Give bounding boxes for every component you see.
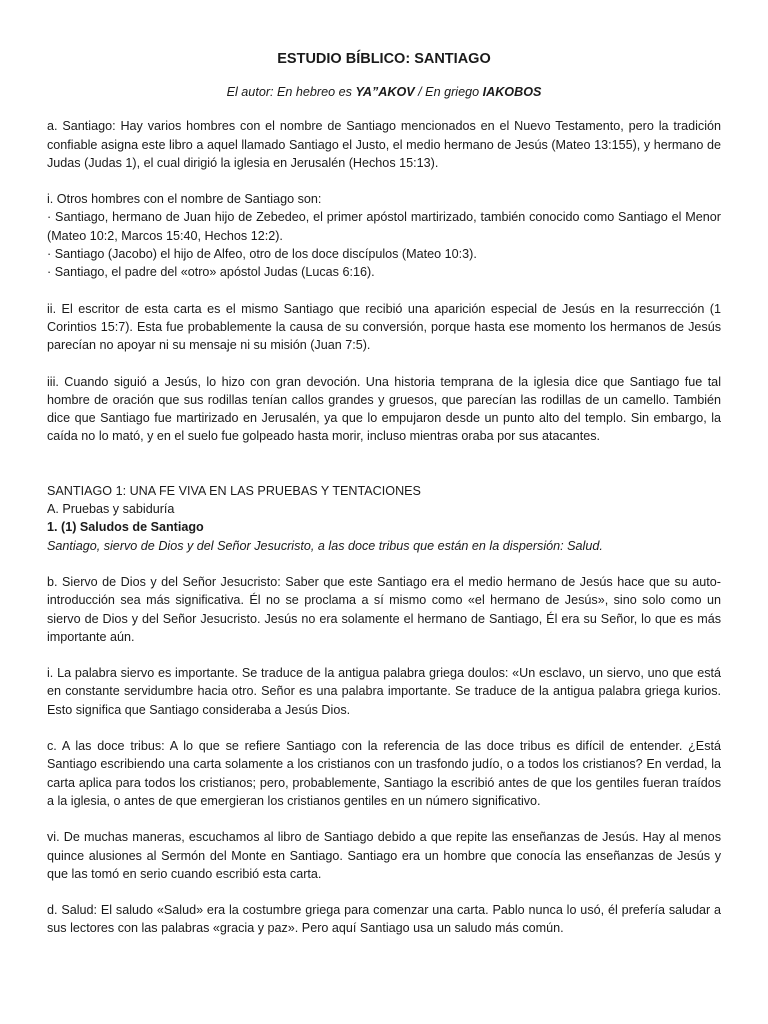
- list-item: · Santiago (Jacobo) el hijo de Alfeo, otro de los doce discípulos (Mateo 10:3).: [47, 247, 477, 262]
- paragraph-iii: iii. Cuando siguió a Jesús, lo hizo con gran devoción. Una historia temprana de la iglesia dice que Santiago fue tal hombre de oración que sus rodillas tenían callos grandes y gruesos, que parecían las rodillas de un camello. También dice que Santiago fue martirizado en Jerusalén, ya que lo empujaron desde un punto alto del templo. Sin embargo, la caída no lo mató, y en el suelo fue golpeado hasta morir, incluso mientras oraba por sus atacantes.: [47, 374, 721, 444]
- other-men-list: [47, 190, 721, 281]
- document-subtitle: [47, 83, 721, 101]
- paragraph-d: d. Salud: El saludo «Salud» era la costumbre griega para comenzar una carta. Pablo nunca lo usó, él prefería saludar a sus lectores con las palabras «gracia y paz». Pero aquí Santiago usa un saludo más común.: [47, 903, 721, 936]
- section-header: [47, 482, 721, 555]
- list-intro: i. Otros hombres con el nombre de Santiago son:: [47, 192, 322, 207]
- paragraph-a: a. Santiago: Hay varios hombres con el nombre de Santiago mencionados en el Nuevo Testamento, pero la tradición confiable asigna este libro a aquel llamado Santiago el Justo, el medio hermano de Jesús (Mateo 13:155), y hermano de Judas (Judas 1), el cual dirigió la iglesia en Jerusalén (Hechos 15:13).: [47, 119, 721, 170]
- paragraph-c: c. A las doce tribus: A lo que se refiere Santiago con la referencia de las doce tribus es difícil de entender. ¿Está Santiago escribiendo una carta solamente a los cristianos con un trasfondo judío, o a todos los cristianos? En verdad, la carta aplica para todos los cristianos; pero, probablemente, Santiago la escribió antes de que los gentiles fueran traídos a la iglesia, o antes de que emergieran los cristianos gentiles en un número significativo.: [47, 739, 721, 808]
- paragraph-vi: vi. De muchas maneras, escuchamos al libro de Santiago debido a que repite las enseñanzas de Jesús. Hay al menos quince alusiones al Sermón del Monte en Santiago. Santiago era un hombre que conocía las enseñanzas de Jesús y que las tomó en serio cuando escribió esta carta.: [47, 830, 721, 881]
- section-spacer: [47, 464, 721, 482]
- subtitle-prefix: El autor: En hebreo es: [226, 85, 356, 99]
- section-heading: SANTIAGO 1: UNA FE VIVA EN LAS PRUEBAS Y TENTACIONES: [47, 483, 421, 498]
- verse-text: Santiago, siervo de Dios y del Señor Jesucristo, a las doce tribus que están en la dispersión: Salud.: [47, 538, 603, 553]
- paragraph-ii: ii. El escritor de esta carta es el mismo Santiago que recibió una aparición especial de Jesús en la resurrección (1 Corintios 15:7). Esta fue probablemente la causa de su conversión, porque hasta ese momento los hermanos de Jesús parecían no apoyar ni su mensaje ni su misión (Juan 7:5).: [47, 301, 721, 353]
- paragraph-b-i: i. La palabra siervo es importante. Se traduce de la antigua palabra griega doulos: «Un esclavo, un siervo, uno que está en constante servidumbre hacia otro. Señor es una palabra importante. Se traduce de la antigua palabra griega kurios. Esto significa que Santiago consideraba a Jesús Dios.: [47, 666, 721, 717]
- subtitle-greek-name: IAKOBOS: [482, 85, 542, 99]
- subtitle-hebrew-name: YA”AKOV: [355, 85, 415, 99]
- section-subheading: A. Pruebas y sabiduría: [47, 502, 175, 517]
- list-item: · Santiago, hermano de Juan hijo de Zebedeo, el primer apóstol martirizado, también conocido como Santiago el Menor (Mateo 10:2, Marcos 15:40, Hechos 12:2).: [47, 210, 721, 243]
- subtitle-middle: / En griego: [414, 85, 483, 99]
- document-page: [47, 50, 721, 956]
- paragraph-b: b. Siervo de Dios y del Señor Jesucristo: Saber que este Santiago era el medio hermano de Jesús hace que su auto-introducción sea más significativa. Él no se proclama a sí mismo como «el hermano de Jesús», sino solo como un siervo de Dios y del Señor Jesucristo. Jesús no era solamente el hermano de Santiago, Él era su Señor, lo que es más importante aún.: [47, 574, 721, 644]
- document-title: ESTUDIO BÍBLICO: SANTIAGO: [277, 51, 491, 67]
- list-item: · Santiago, el padre del «otro» apóstol Judas (Lucas 6:16).: [47, 265, 375, 280]
- verse-heading: 1. (1) Saludos de Santiago: [47, 520, 204, 535]
